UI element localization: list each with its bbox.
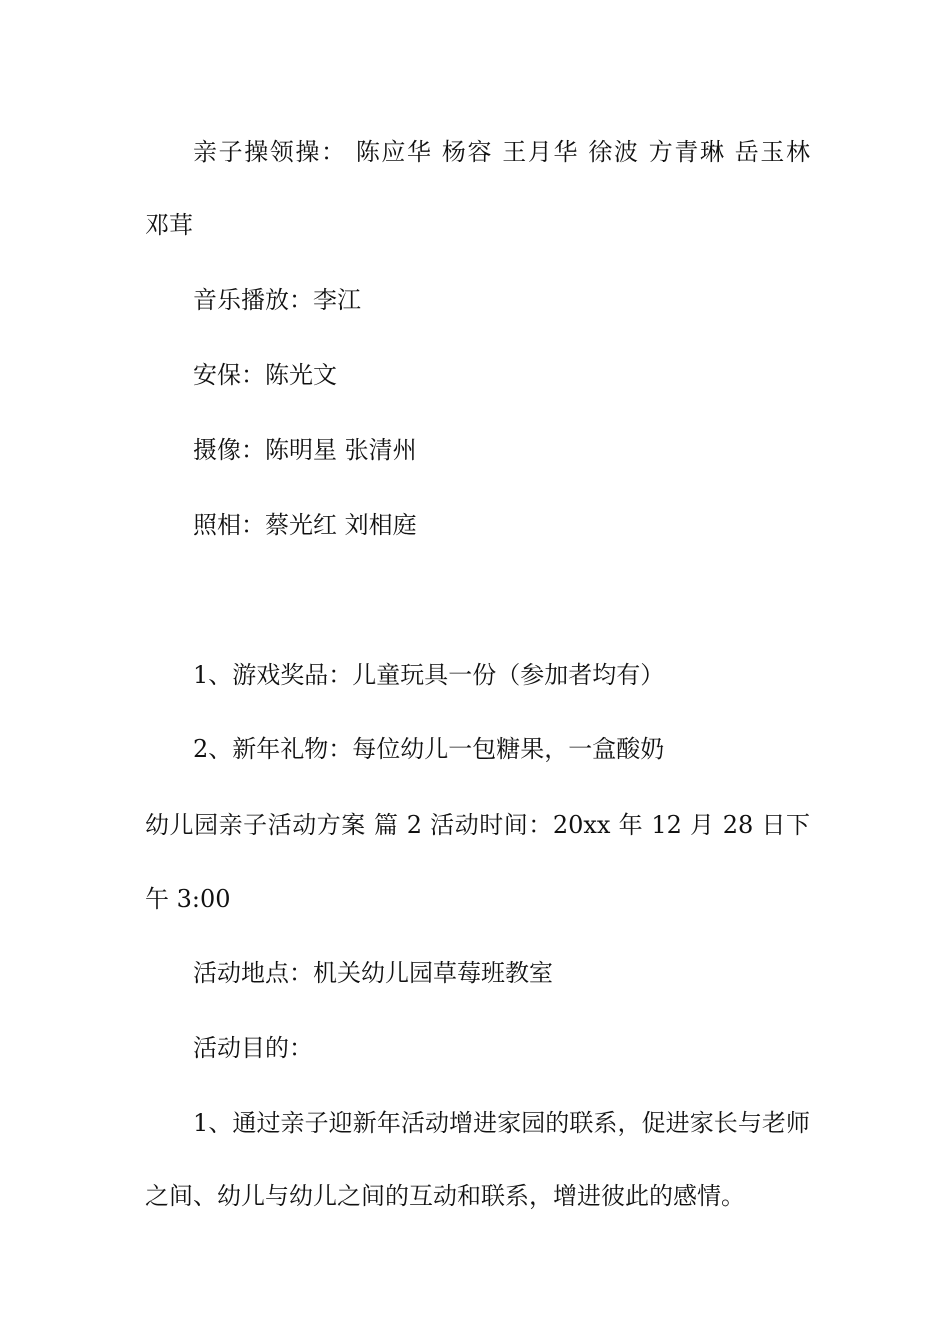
list-item-new-year-gift: 2、新年礼物：每位幼儿一包糖果，一盒酸奶 <box>193 735 665 763</box>
paragraph-music: 音乐播放：李江 <box>193 286 361 314</box>
paragraph-purpose-heading: 活动目的： <box>193 1034 313 1062</box>
list-item-game-prize: 1、游戏奖品：儿童玩具一份（参加者均有） <box>193 661 665 689</box>
paragraph-purpose-1-line-2: 之间、幼儿与幼儿之间的互动和联系，增进彼此的感情。 <box>145 1182 745 1210</box>
paragraph-purpose-1-line-1: 1、通过亲子迎新年活动增进家园的联系，促进家长与老师 <box>193 1109 810 1137</box>
section-heading-plan-2-line-1: 幼儿园亲子活动方案 篇 2 活动时间：20xx 年 12 月 28 日下 <box>145 811 810 839</box>
paragraph-leaders-line-2: 邓茸 <box>145 211 193 239</box>
paragraph-photo: 照相：蔡光红 刘相庭 <box>193 511 417 539</box>
paragraph-leaders-line-1: 亲子操领操： 陈应华 杨容 王月华 徐波 方青琳 岳玉林 <box>193 138 810 166</box>
paragraph-location: 活动地点：机关幼儿园草莓班教室 <box>193 959 553 987</box>
paragraph-video: 摄像：陈明星 张清州 <box>193 436 417 464</box>
section-heading-plan-2-line-2: 午 3:00 <box>145 885 231 913</box>
paragraph-security: 安保：陈光文 <box>193 361 337 389</box>
